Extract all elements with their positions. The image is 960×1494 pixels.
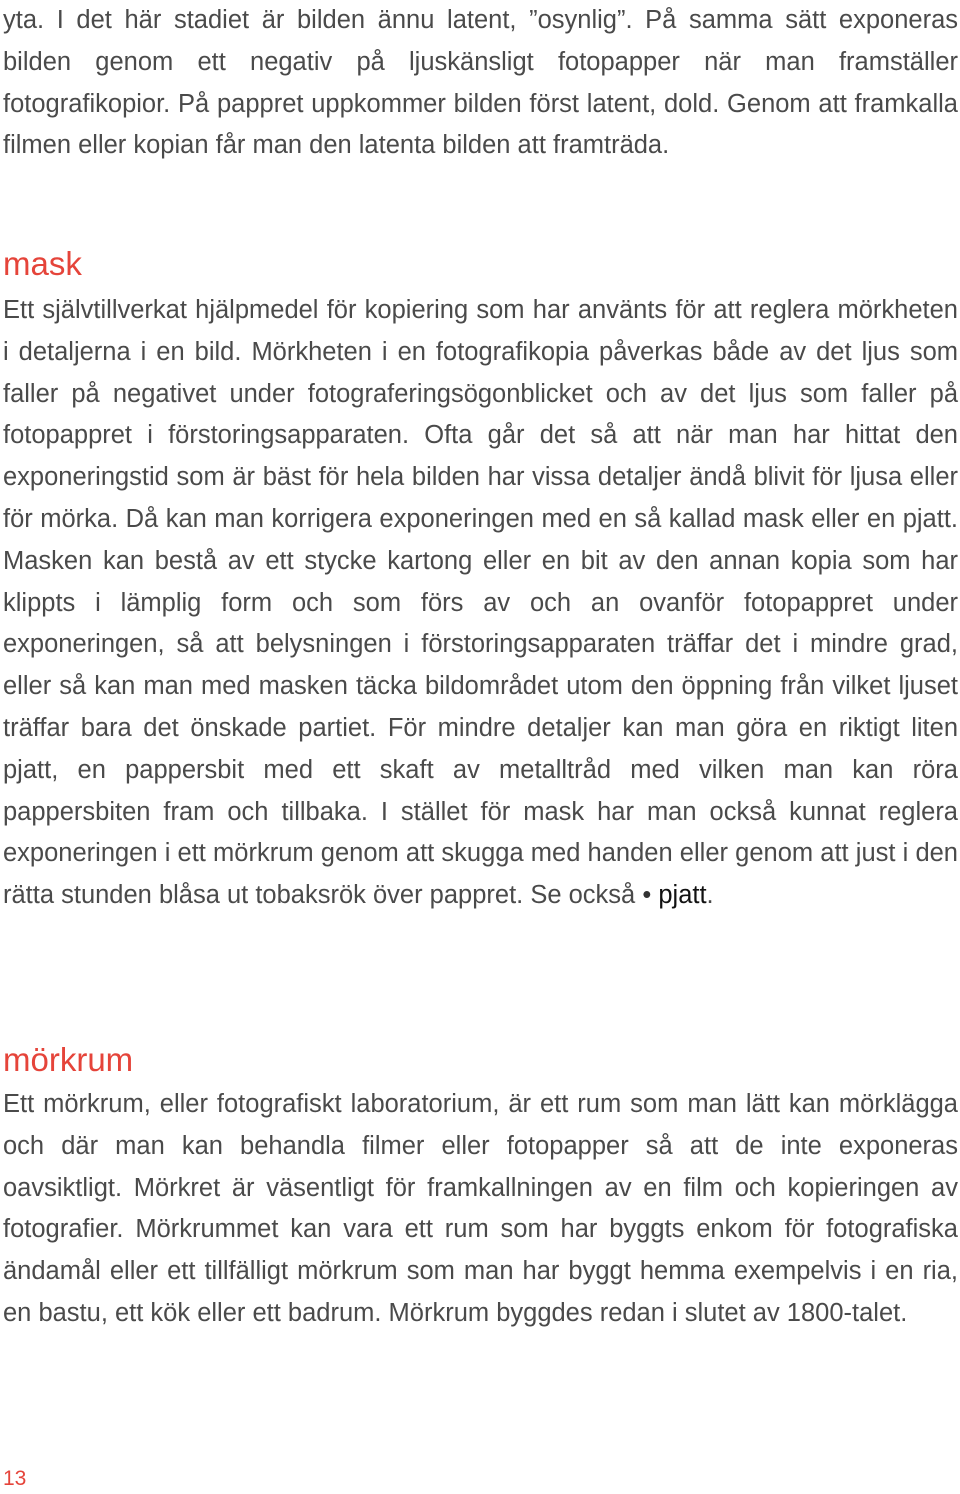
page-number: 13	[3, 1467, 27, 1490]
term-heading-mask: mask	[3, 245, 82, 282]
intro-paragraph: yta. I det här stadiet är bilden ännu latent, ”osynlig”. På samma sätt exponeras bilden genom ett negativ på ljuskänsligt fotopapper när man framställer fotografikopior. På pappret uppkommer bilden först latent, dold. Genom att framkalla filmen eller kopian får man den latenta bilden att framträda.	[3, 6, 958, 160]
definition-mask-body: Ett självtillverkat hjälpmedel för kopiering som har använts för att reglera mörkheten i detaljerna i en bild. Mörkheten i en fotografikopia påverkas både av det ljus som faller på negativet under fotograferingsögonblicket och av det ljus som faller på fotopappret i förstoringsapparaten. Ofta går det så att när man har hittat den exponeringstid som är bäst för hela bilden har vissa detaljer ändå blivit för ljusa eller för mörka. Då kan man korrigera exponeringen med en så kallad mask eller en pjatt. Masken kan bestå av ett stycke kartong eller en bit av den annan kopia som har klippts i lämplig form och som förs av och an ovanför fotopappret under exponeringen, så att belysningen i förstoringsapparaten träffar det i mindre grad, eller så kan man med masken täcka bildområdet utom den öppning från vilket ljuset träffar bara det önskade partiet. För mindre detaljer kan man göra en riktigt liten pjatt, en pappersbit med ett skaft av metalltråd med vilken man kan röra pappersbiten fram och tillbaka. I stället för mask har man också kunnat reglera exponeringen i ett mörkrum genom att skugga med handen eller genom att just i den rätta stunden blåsa ut tobaksrök över pappret. Se också	[3, 296, 958, 910]
definition-mask	[3, 290, 958, 917]
see-also-end: .	[706, 881, 714, 910]
see-also-bullet: •	[642, 881, 652, 910]
see-also-link-pjatt[interactable]: pjatt	[658, 881, 707, 910]
term-heading-morkrum: mörkrum	[3, 1041, 134, 1078]
definition-morkrum: Ett mörkrum, eller fotografiskt laboratorium, är ett rum som man lätt kan mörklägga och där man kan behandla filmer eller fotopapper så att de inte exponeras oavsiktligt. Mörkret är väsentligt för framkallningen av en film och kopieringen av fotografier. Mörkrummet kan vara ett rum som har byggts enkom för fotografiska ändamål eller ett tillfälligt mörkrum som man har byggt hemma exempelvis i en ria, en bastu, ett kök eller ett badrum. Mörkrum byggdes redan i slutet av 1800-talet.	[3, 1090, 958, 1327]
